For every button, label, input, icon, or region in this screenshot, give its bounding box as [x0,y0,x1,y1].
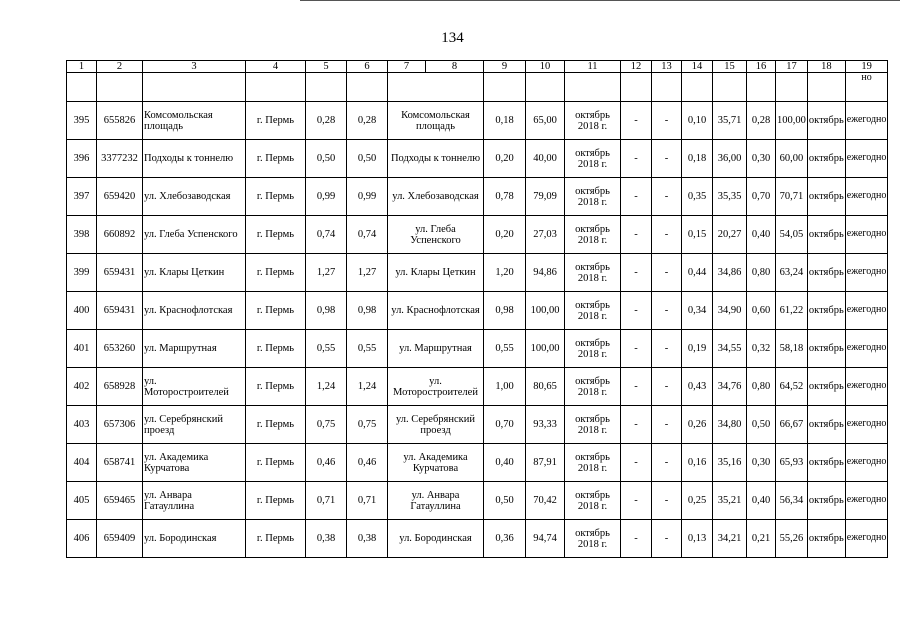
col-num-18: 18 [807,61,845,73]
cell-c12: - [621,102,652,140]
cell-c78: Подходы к тоннелю [388,140,484,178]
cell-c11: октябрь 2018 г. [565,292,621,330]
cell-c19: ежегодно [845,254,888,292]
cell-c12: - [621,140,652,178]
cell-city: г. Пермь [246,444,306,482]
table-row [67,368,888,406]
cell-n: 402 [67,368,97,406]
cell-c16: 0,80 [747,368,776,406]
cell-c11: октябрь 2018 г. [565,444,621,482]
table-row [67,140,888,178]
cell-c12: - [621,292,652,330]
table-row [67,330,888,368]
cell-c9: 0,98 [484,292,526,330]
cell-c15: 36,00 [713,140,747,178]
cell-name: ул. Краснофлотская [143,292,246,330]
table-body [67,61,888,558]
cell-code: 657306 [97,406,143,444]
cell-c16: 0,30 [747,444,776,482]
cell-c16: 0,40 [747,482,776,520]
cell-c16: 0,28 [747,102,776,140]
cell-c14: 0,25 [682,482,713,520]
cell-c6: 0,99 [347,178,388,216]
cell-c5: 0,38 [306,520,347,558]
cell-c16: 0,80 [747,254,776,292]
cell-c18: октябрь [807,330,845,368]
cell-c11: октябрь 2018 г. [565,140,621,178]
table-row [67,216,888,254]
col-num-16: 16 [747,61,776,73]
cell-c17: 100,00 [776,102,808,140]
cell-c15: 34,55 [713,330,747,368]
cell-c13: - [652,520,682,558]
cell-c11: октябрь 2018 г. [565,178,621,216]
cell-c15: 34,90 [713,292,747,330]
cell-c78: ул. Глеба Успенского [388,216,484,254]
cell-c19: ежегодно [845,330,888,368]
col-num-17: 17 [776,61,808,73]
cell-c17: 61,22 [776,292,808,330]
cell-name: Комсомольская площадь [143,102,246,140]
cell-c11: октябрь 2018 г. [565,102,621,140]
cell-c78: ул. Моторостроителей [388,368,484,406]
cell-c11: октябрь 2018 г. [565,406,621,444]
cell-c12: - [621,216,652,254]
cell-c14: 0,10 [682,102,713,140]
cell-c78: Комсомольская площадь [388,102,484,140]
cell-c10: 94,74 [526,520,565,558]
cell-c9: 0,20 [484,216,526,254]
cell-c14: 0,16 [682,444,713,482]
cell-code: 660892 [97,216,143,254]
cell-c18: октябрь [807,102,845,140]
cell-name: ул. Маршрутная [143,330,246,368]
cell-c9: 0,40 [484,444,526,482]
cell-name: Подходы к тоннелю [143,140,246,178]
col-num-8: 8 [426,61,484,73]
cell-c18: октябрь [807,216,845,254]
cell-name: ул. Хлебозаводская [143,178,246,216]
cell-c5: 0,74 [306,216,347,254]
cell-c15: 20,27 [713,216,747,254]
cell-n: 396 [67,140,97,178]
cell-c15: 34,76 [713,368,747,406]
cell-code: 653260 [97,330,143,368]
cell-code: 659409 [97,520,143,558]
col-num-13: 13 [652,61,682,73]
cell-c78: ул. Хлебозаводская [388,178,484,216]
cell-c10: 79,09 [526,178,565,216]
cell-c11: октябрь 2018 г. [565,254,621,292]
cell-c12: - [621,368,652,406]
col-num-7: 7 [388,61,426,73]
cell-city: г. Пермь [246,178,306,216]
cell-c17: 65,93 [776,444,808,482]
cell-c6: 0,50 [347,140,388,178]
cell-c5: 0,71 [306,482,347,520]
col-num-14: 14 [682,61,713,73]
cell-c15: 35,71 [713,102,747,140]
cell-c9: 0,36 [484,520,526,558]
cell-c6: 1,27 [347,254,388,292]
cell-c10: 94,86 [526,254,565,292]
cell-n: 405 [67,482,97,520]
cell-c9: 0,50 [484,482,526,520]
col-num-5: 5 [306,61,347,73]
cell-c15: 35,21 [713,482,747,520]
cell-c12: - [621,330,652,368]
cell-c13: - [652,102,682,140]
cell-c16: 0,32 [747,330,776,368]
cell-c17: 55,26 [776,520,808,558]
cell-c14: 0,26 [682,406,713,444]
table-row [67,292,888,330]
cell-c19: ежегодно [845,216,888,254]
cell-name: ул. Анвара Гатауллина [143,482,246,520]
cell-c17: 56,34 [776,482,808,520]
cell-code: 658741 [97,444,143,482]
cell-c17: 63,24 [776,254,808,292]
cell-c13: - [652,254,682,292]
cell-c13: - [652,368,682,406]
cell-c5: 0,28 [306,102,347,140]
col-num-2: 2 [97,61,143,73]
cell-name: ул. Серебрянский проезд [143,406,246,444]
continuation-row [67,73,888,102]
cell-c9: 0,55 [484,330,526,368]
cell-c9: 1,20 [484,254,526,292]
cell-c14: 0,15 [682,216,713,254]
cell-c19: ежегодно [845,520,888,558]
col-num-1: 1 [67,61,97,73]
cell-c13: - [652,482,682,520]
cell-city: г. Пермь [246,330,306,368]
cell-c6: 0,98 [347,292,388,330]
table-row [67,444,888,482]
cell-c10: 93,33 [526,406,565,444]
cell-c11: октябрь 2018 г. [565,216,621,254]
col-num-11: 11 [565,61,621,73]
cell-c17: 54,05 [776,216,808,254]
cell-c11: октябрь 2018 г. [565,482,621,520]
cell-c19: ежегодно [845,140,888,178]
cell-c6: 0,75 [347,406,388,444]
cell-c78: ул. Бородинская [388,520,484,558]
cell-c6: 0,71 [347,482,388,520]
table-row [67,254,888,292]
cell-c13: - [652,330,682,368]
cell-name: ул. Бородинская [143,520,246,558]
cell-city: г. Пермь [246,140,306,178]
table-row [67,520,888,558]
cell-c14: 0,13 [682,520,713,558]
cell-c17: 70,71 [776,178,808,216]
cell-code: 659465 [97,482,143,520]
cell-c18: октябрь [807,520,845,558]
top-rule [300,0,900,1]
cell-c5: 1,24 [306,368,347,406]
cell-code: 655826 [97,102,143,140]
cell-city: г. Пермь [246,482,306,520]
cell-name: ул. Клары Цеткин [143,254,246,292]
cell-c19: ежегодно [845,444,888,482]
cell-name: ул. Академика Курчатова [143,444,246,482]
cell-c10: 100,00 [526,330,565,368]
cell-c17: 58,18 [776,330,808,368]
cell-name: ул. Глеба Успенского [143,216,246,254]
cell-city: г. Пермь [246,520,306,558]
cell-c5: 0,55 [306,330,347,368]
col-num-6: 6 [347,61,388,73]
continued-frequency: но [845,73,888,102]
cell-n: 399 [67,254,97,292]
cell-c16: 0,21 [747,520,776,558]
cell-c78: ул. Анвара Гатауллина [388,482,484,520]
cell-c15: 35,35 [713,178,747,216]
cell-c15: 34,80 [713,406,747,444]
cell-n: 398 [67,216,97,254]
cell-c12: - [621,178,652,216]
cell-c12: - [621,406,652,444]
cell-c13: - [652,444,682,482]
col-num-15: 15 [713,61,747,73]
cell-c15: 34,86 [713,254,747,292]
table-row [67,482,888,520]
data-table [66,60,888,558]
table-row [67,406,888,444]
cell-c6: 0,46 [347,444,388,482]
cell-c9: 0,18 [484,102,526,140]
cell-c18: октябрь [807,406,845,444]
cell-c19: ежегодно [845,406,888,444]
cell-c12: - [621,444,652,482]
cell-c6: 0,28 [347,102,388,140]
cell-c13: - [652,140,682,178]
cell-name: ул. Моторостроителей [143,368,246,406]
cell-c19: ежегодно [845,178,888,216]
cell-c19: ежегодно [845,482,888,520]
cell-c16: 0,40 [747,216,776,254]
cell-c78: ул. Академика Курчатова [388,444,484,482]
cell-city: г. Пермь [246,254,306,292]
cell-c19: ежегодно [845,368,888,406]
col-num-19: 19 [845,61,888,73]
cell-c78: ул. Клары Цеткин [388,254,484,292]
table-row [67,178,888,216]
cell-c9: 0,78 [484,178,526,216]
cell-n: 400 [67,292,97,330]
cell-code: 659431 [97,254,143,292]
cell-c15: 34,21 [713,520,747,558]
col-num-10: 10 [526,61,565,73]
cell-c19: ежегодно [845,102,888,140]
cell-c78: ул. Краснофлотская [388,292,484,330]
cell-c78: ул. Серебрянский проезд [388,406,484,444]
cell-c16: 0,70 [747,178,776,216]
cell-c11: октябрь 2018 г. [565,520,621,558]
cell-c17: 64,52 [776,368,808,406]
cell-code: 659420 [97,178,143,216]
cell-c5: 0,98 [306,292,347,330]
cell-c5: 1,27 [306,254,347,292]
cell-n: 404 [67,444,97,482]
cell-c14: 0,44 [682,254,713,292]
cell-c10: 27,03 [526,216,565,254]
cell-n: 403 [67,406,97,444]
cell-c18: октябрь [807,368,845,406]
cell-c17: 60,00 [776,140,808,178]
cell-c6: 0,38 [347,520,388,558]
cell-c5: 0,75 [306,406,347,444]
cell-c14: 0,34 [682,292,713,330]
cell-c6: 1,24 [347,368,388,406]
cell-city: г. Пермь [246,368,306,406]
col-num-4: 4 [246,61,306,73]
cell-c5: 0,50 [306,140,347,178]
cell-c18: октябрь [807,178,845,216]
cell-c11: октябрь 2018 г. [565,368,621,406]
cell-n: 406 [67,520,97,558]
cell-c5: 0,99 [306,178,347,216]
col-num-3: 3 [143,61,246,73]
cell-c9: 1,00 [484,368,526,406]
cell-c16: 0,30 [747,140,776,178]
cell-city: г. Пермь [246,406,306,444]
cell-c14: 0,18 [682,140,713,178]
cell-c18: октябрь [807,292,845,330]
cell-c6: 0,74 [347,216,388,254]
cell-c13: - [652,178,682,216]
cell-c9: 0,70 [484,406,526,444]
cell-c9: 0,20 [484,140,526,178]
cell-c10: 80,65 [526,368,565,406]
cell-c78: ул. Маршрутная [388,330,484,368]
cell-c16: 0,50 [747,406,776,444]
cell-c10: 87,91 [526,444,565,482]
cell-c12: - [621,482,652,520]
cell-n: 395 [67,102,97,140]
cell-c18: октябрь [807,444,845,482]
cell-c6: 0,55 [347,330,388,368]
cell-c10: 65,00 [526,102,565,140]
cell-city: г. Пермь [246,102,306,140]
cell-c12: - [621,520,652,558]
cell-c13: - [652,406,682,444]
cell-c15: 35,16 [713,444,747,482]
cell-city: г. Пермь [246,292,306,330]
cell-c18: октябрь [807,140,845,178]
cell-c5: 0,46 [306,444,347,482]
cell-c19: ежегодно [845,292,888,330]
cell-n: 401 [67,330,97,368]
cell-c16: 0,60 [747,292,776,330]
column-number-row [67,61,888,73]
cell-c10: 40,00 [526,140,565,178]
cell-c13: - [652,216,682,254]
cell-c14: 0,35 [682,178,713,216]
cell-c18: октябрь [807,254,845,292]
cell-c10: 100,00 [526,292,565,330]
cell-code: 3377232 [97,140,143,178]
cell-c18: октябрь [807,482,845,520]
cell-code: 658928 [97,368,143,406]
cell-c12: - [621,254,652,292]
cell-c11: октябрь 2018 г. [565,330,621,368]
page-number: 134 [441,30,464,46]
cell-c17: 66,67 [776,406,808,444]
cell-c13: - [652,292,682,330]
cell-n: 397 [67,178,97,216]
col-num-12: 12 [621,61,652,73]
cell-city: г. Пермь [246,216,306,254]
cell-c14: 0,43 [682,368,713,406]
cell-c14: 0,19 [682,330,713,368]
cell-code: 659431 [97,292,143,330]
col-num-9: 9 [484,61,526,73]
table-row [67,102,888,140]
cell-c10: 70,42 [526,482,565,520]
